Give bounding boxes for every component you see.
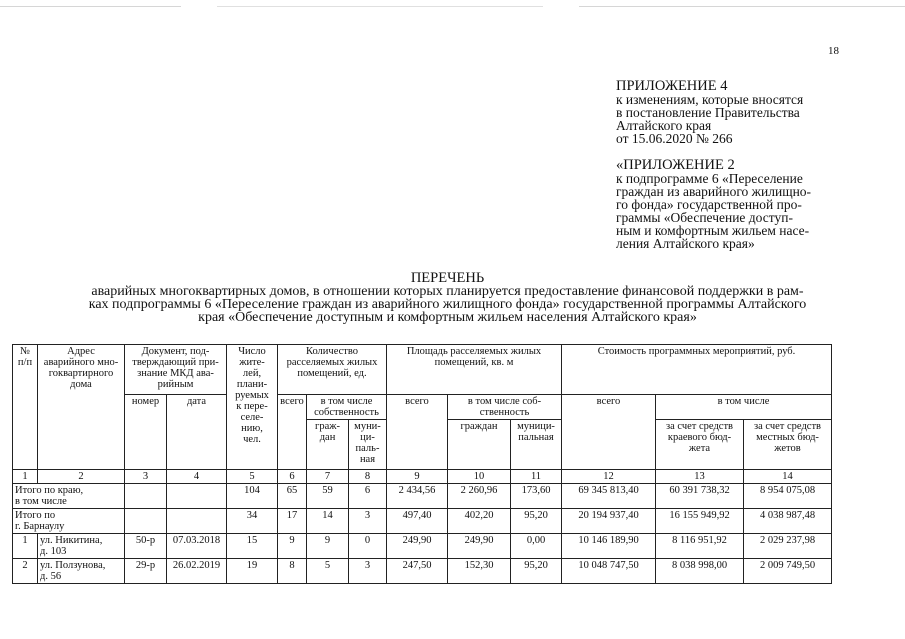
house-cost-local: 2 009 749,50 [744, 559, 832, 584]
header-residents: Число жите- лей, плани- руемых к пере- селе- нию, чел. [227, 345, 278, 470]
house-cost-local: 2 029 237,98 [744, 534, 832, 559]
appendix-main-line: от 15.06.2020 № 266 [616, 131, 733, 146]
row-residents: 104 [227, 484, 278, 509]
column-number: 7 [307, 470, 349, 484]
list-subtitle-line: ках подпрограммы 6 «Переселение граждан из аварийного жилищного фонда» государственной программы Алтайского [88, 297, 807, 312]
house-area-citizens: 152,30 [448, 559, 511, 584]
appendix-sub-line: го фонда» государственной про- [616, 197, 802, 212]
appendix-block [616, 80, 844, 250]
house-rooms-citizens: 9 [307, 534, 349, 559]
row-area-citizens: 402,20 [448, 509, 511, 534]
house-doc-date: 26.02.2019 [167, 559, 227, 584]
house-doc-number: 50-р [125, 534, 167, 559]
header-doc-date: дата [167, 395, 227, 470]
list-subtitle-line: края «Обеспечение доступным и комфортным жильем населения Алтайского края» [198, 310, 697, 325]
row-rooms-municipal: 6 [349, 484, 387, 509]
house-rooms-total: 9 [278, 534, 307, 559]
house-doc-number: 29-р [125, 559, 167, 584]
header-cost-total: всего [562, 395, 656, 470]
row-area-total: 497,40 [387, 509, 448, 534]
house-residents: 19 [227, 559, 278, 584]
header-num: № п/п [13, 345, 38, 470]
header-area-total: всего [387, 395, 448, 470]
header-rooms-count: Количество расселяемых жилых помещений, ед. [278, 345, 387, 395]
house-address: ул. Никитина, д. 103 [38, 534, 125, 559]
column-number: 12 [562, 470, 656, 484]
house-rooms-municipal: 0 [349, 534, 387, 559]
house-area-citizens: 249,90 [448, 534, 511, 559]
header-rooms-total: всего [278, 395, 307, 470]
header-doc-number: номер [125, 395, 167, 470]
table-row-total-barnaul [13, 509, 832, 534]
house-rooms-municipal: 3 [349, 559, 387, 584]
scan-artifact-line [0, 6, 905, 7]
column-number: 10 [448, 470, 511, 484]
list-title [30, 272, 865, 324]
house-area-municipal: 0,00 [511, 534, 562, 559]
header-area: Площадь расселяемых жилых помещений, кв. м [387, 345, 562, 395]
column-numbers-row [13, 470, 832, 484]
column-number: 2 [38, 470, 125, 484]
header-rooms-municipal: муни- ци- паль- ная [349, 420, 387, 470]
row-rooms-total: 17 [278, 509, 307, 534]
row-cost-total: 69 345 813,40 [562, 484, 656, 509]
column-number: 9 [387, 470, 448, 484]
column-number: 11 [511, 470, 562, 484]
list-subtitle-line: аварийных многоквартирных домов, в отношении которых планируется предоставление финансовой поддержки в рам- [91, 284, 804, 299]
header-rooms-citizens: граж- дан [307, 420, 349, 470]
appendix-sub-line: граждан из аварийного жилищно- [616, 184, 812, 199]
appendix-main-line: Алтайского края [616, 118, 712, 133]
house-area-total: 247,50 [387, 559, 448, 584]
row-area-total: 2 434,56 [387, 484, 448, 509]
row-rooms-citizens: 14 [307, 509, 349, 534]
appendix-sub-line: ным и комфортным жильем насе- [616, 223, 810, 238]
house-address: ул. Ползунова, д. 56 [38, 559, 125, 584]
header-area-citizens: граждан [448, 420, 511, 470]
header-cost-regional: за счет средств краевого бюд- жета [656, 420, 744, 470]
house-cost-total: 10 146 189,90 [562, 534, 656, 559]
column-number: 13 [656, 470, 744, 484]
house-num: 2 [13, 559, 38, 584]
row-cost-regional: 60 391 738,32 [656, 484, 744, 509]
row-label: Итого по краю, в том числе [13, 484, 125, 509]
column-number: 14 [744, 470, 832, 484]
row-residents: 34 [227, 509, 278, 534]
header-address: Адрес аварийного мно- гоквартирного дома [38, 345, 125, 470]
header-cost-incl: в том числе [656, 395, 832, 420]
appendix-main-line: в постановление Правительства [616, 105, 800, 120]
house-area-total: 249,90 [387, 534, 448, 559]
house-rooms-total: 8 [278, 559, 307, 584]
house-rooms-citizens: 5 [307, 559, 349, 584]
houses-table [12, 344, 832, 584]
appendix-sub-title: «ПРИЛОЖЕНИЕ 2 [616, 157, 735, 173]
house-num: 1 [13, 534, 38, 559]
column-number: 6 [278, 470, 307, 484]
row-area-citizens: 2 260,96 [448, 484, 511, 509]
header-cost-local: за счет средств местных бюд- жетов [744, 420, 832, 470]
table-row-total-region [13, 484, 832, 509]
row-label: Итого по г. Барнаулу [13, 509, 125, 534]
page-number: 18 [828, 45, 839, 57]
appendix-main-line: к изменениям, которые вносятся [616, 92, 804, 107]
column-number: 4 [167, 470, 227, 484]
house-area-municipal: 95,20 [511, 559, 562, 584]
column-number: 1 [13, 470, 38, 484]
row-area-municipal: 173,60 [511, 484, 562, 509]
table-row-house [13, 534, 832, 559]
header-cost: Стоимость программных мероприятий, руб. [562, 345, 832, 395]
row-rooms-total: 65 [278, 484, 307, 509]
row-rooms-citizens: 59 [307, 484, 349, 509]
appendix-sub-line: к подпрограмме 6 «Переселение [616, 171, 803, 186]
row-cost-local: 8 954 075,08 [744, 484, 832, 509]
house-residents: 15 [227, 534, 278, 559]
header-area-incl: в том числе соб- ственность [448, 395, 562, 420]
house-doc-date: 07.03.2018 [167, 534, 227, 559]
header-area-municipal: муници- пальная [511, 420, 562, 470]
column-number: 5 [227, 470, 278, 484]
row-cost-local: 4 038 987,48 [744, 509, 832, 534]
house-cost-total: 10 048 747,50 [562, 559, 656, 584]
list-heading: ПЕРЕЧЕНЬ [410, 270, 485, 286]
row-rooms-municipal: 3 [349, 509, 387, 534]
row-cost-total: 20 194 937,40 [562, 509, 656, 534]
column-number: 8 [349, 470, 387, 484]
header-document: Документ, под- тверждающий при- знание МКД ава- рийным [125, 345, 227, 395]
row-cost-regional: 16 155 949,92 [656, 509, 744, 534]
table-row-house [13, 559, 832, 584]
appendix-main-title: ПРИЛОЖЕНИЕ 4 [616, 78, 728, 94]
house-cost-regional: 8 038 998,00 [656, 559, 744, 584]
house-cost-regional: 8 116 951,92 [656, 534, 744, 559]
appendix-sub-line: ления Алтайского края» [616, 236, 755, 251]
row-area-municipal: 95,20 [511, 509, 562, 534]
header-rooms-incl: в том числе собственность [307, 395, 387, 420]
column-number: 3 [125, 470, 167, 484]
appendix-sub-line: граммы «Обеспечение доступ- [616, 210, 793, 225]
